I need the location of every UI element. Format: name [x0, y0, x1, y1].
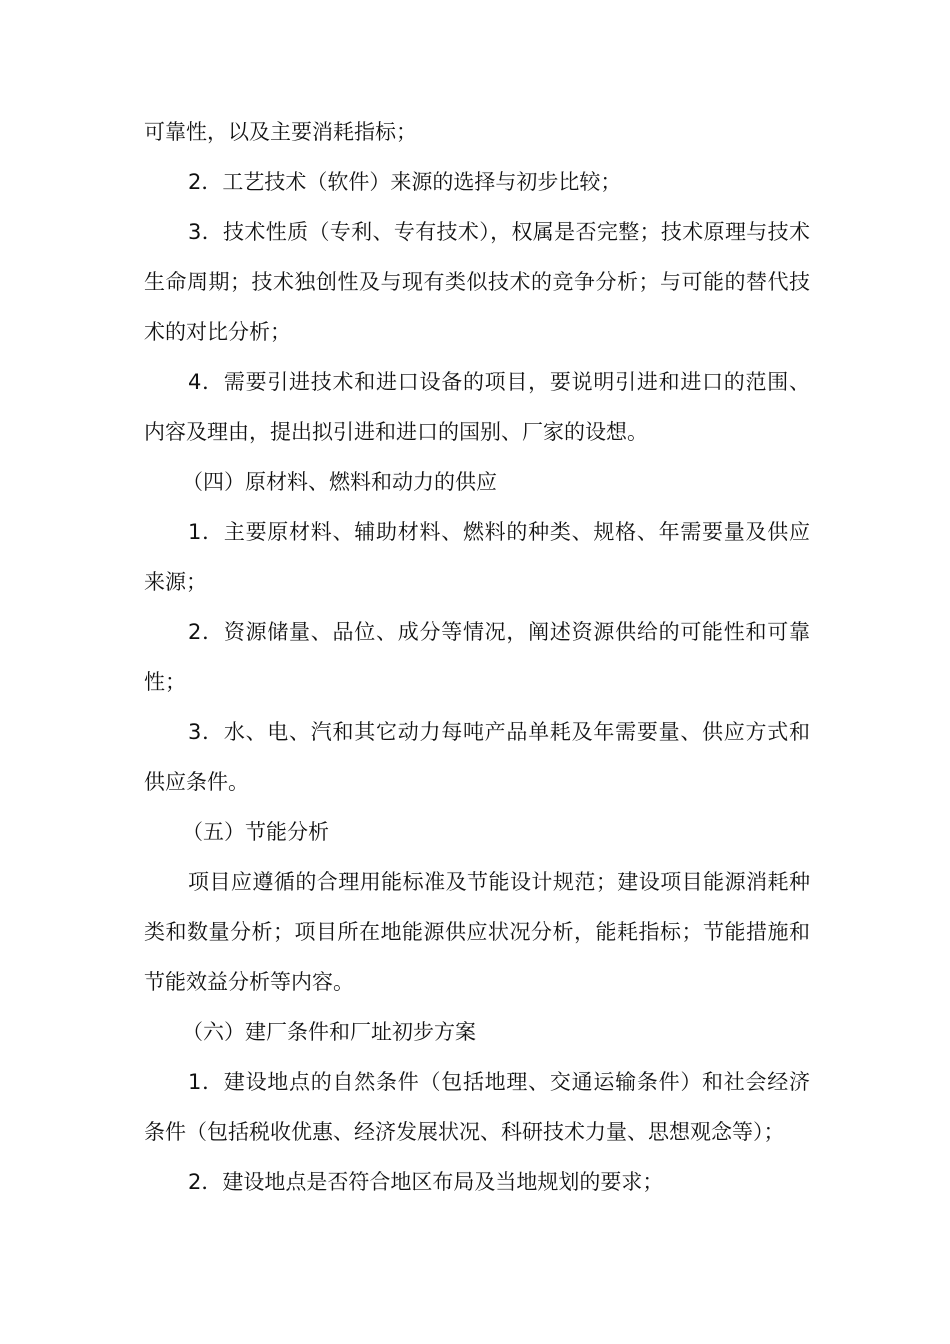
paragraph-item-1: 1．主要原材料、辅助材料、燃料的种类、规格、年需要量及供应来源；	[144, 520, 810, 594]
paragraph-item-2: 2．建设地点是否符合地区布局及当地规划的要求；	[188, 1170, 664, 1194]
paragraph-continuation: 可靠性，以及主要消耗指标；	[144, 120, 417, 144]
paragraph-item-1: 1．建设地点的自然条件（包括地理、交通运输条件）和社会经济条件（包括税收优惠、经济发展状况、科研技术力量、思想观念等）；	[144, 1070, 810, 1144]
section-heading-4: （四）原材料、燃料和动力的供应	[182, 470, 497, 494]
document-body	[144, 107, 810, 1207]
section-heading-6: （六）建厂条件和厂址初步方案	[182, 1020, 476, 1044]
paragraph-item-3: 3．技术性质（专利、专有技术），权属是否完整；技术原理与技术生命周期；技术独创性及与现有类似技术的竞争分析；与可能的替代技术的对比分析；	[144, 220, 810, 344]
paragraph-item-2: 2．资源储量、品位、成分等情况，阐述资源供给的可能性和可靠性；	[144, 620, 810, 694]
paragraph-item-4: 4．需要引进技术和进口设备的项目，要说明引进和进口的范围、内容及理由，提出拟引进和进口的国别、厂家的设想。	[144, 370, 810, 444]
section-heading-5: （五）节能分析	[182, 820, 329, 844]
paragraph-item-3: 3．水、电、汽和其它动力每吨产品单耗及年需要量、供应方式和供应条件。	[144, 720, 810, 794]
paragraph-energy-analysis: 项目应遵循的合理用能标准及节能设计规范；建设项目能源消耗种类和数量分析；项目所在地能源供应状况分析，能耗指标；节能措施和节能效益分析等内容。	[144, 870, 810, 994]
paragraph-item-2: 2．工艺技术（软件）来源的选择与初步比较；	[188, 170, 622, 194]
